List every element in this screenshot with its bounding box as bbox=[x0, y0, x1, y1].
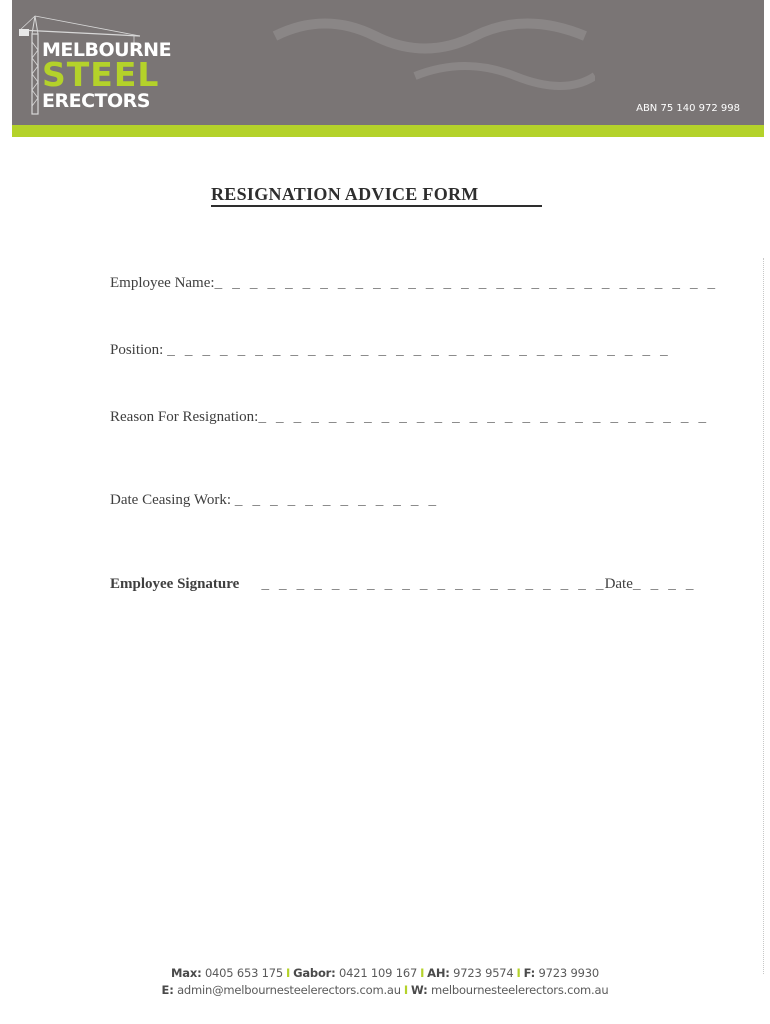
letterhead-accent-stripe bbox=[12, 125, 764, 137]
footer-fax-label: F: bbox=[523, 966, 536, 980]
signature-date-line[interactable]: _ _ _ _ bbox=[632, 577, 695, 592]
footer-fax-number: 9723 9930 bbox=[538, 966, 599, 980]
page-title: RESIGNATION ADVICE FORM bbox=[211, 184, 479, 204]
reason-field bbox=[110, 409, 707, 426]
footer-web-link[interactable]: melbournesteelerectors.com.au bbox=[430, 983, 609, 997]
reason-line[interactable]: _ _ _ _ _ _ _ _ _ _ _ _ _ _ _ _ _ _ _ _ _ _ _ _ _ _ bbox=[258, 410, 708, 425]
employee-name-field bbox=[110, 275, 716, 292]
logo-text-erectors: ERECTORS bbox=[42, 90, 150, 112]
reason-label: Reason For Resignation: bbox=[110, 409, 259, 425]
footer-ah-label: AH: bbox=[427, 966, 450, 980]
footer-gabor-label: Gabor: bbox=[293, 966, 336, 980]
signature-date-label: Date bbox=[604, 576, 633, 592]
title-underline bbox=[211, 205, 542, 207]
footer-email-label: E: bbox=[161, 983, 174, 997]
company-logo bbox=[16, 12, 172, 116]
date-ceasing-label: Date Ceasing Work: bbox=[110, 492, 235, 508]
footer-separator: I bbox=[516, 966, 521, 980]
footer-separator: I bbox=[403, 983, 408, 997]
position-field bbox=[110, 342, 669, 359]
footer-web-line bbox=[0, 983, 770, 997]
footer-web-label: W: bbox=[410, 983, 428, 997]
footer-phone-line bbox=[0, 966, 770, 980]
employee-name-line[interactable]: _ _ _ _ _ _ _ _ _ _ _ _ _ _ _ _ _ _ _ _ _ _ _ _ _ _ _ _ _ bbox=[214, 276, 717, 291]
footer-email-link[interactable]: admin@melbournesteelerectors.com.au bbox=[177, 983, 401, 997]
footer-separator: I bbox=[420, 966, 425, 980]
signature-label: Employee Signature bbox=[110, 576, 240, 592]
date-ceasing-field bbox=[110, 492, 437, 509]
logo-text-steel: STEEL bbox=[42, 55, 160, 94]
abn-number: ABN 75 140 972 998 bbox=[636, 103, 740, 114]
footer-separator: I bbox=[286, 966, 291, 980]
footer-max-number[interactable]: 0405 653 175 bbox=[204, 966, 284, 980]
footer-max-label: Max: bbox=[171, 966, 202, 980]
signature-line[interactable]: _ _ _ _ _ _ _ _ _ _ _ _ _ _ _ _ _ _ _ _ bbox=[261, 577, 605, 592]
scan-edge bbox=[763, 258, 765, 974]
signature-field bbox=[110, 576, 695, 593]
logo-text-melbourne: MELBOURNE bbox=[42, 39, 172, 61]
position-line[interactable]: _ _ _ _ _ _ _ _ _ _ _ _ _ _ _ _ _ _ _ _ _ _ _ _ _ _ _ _ _ bbox=[167, 343, 669, 358]
banner-watermark bbox=[265, 6, 595, 116]
employee-name-label: Employee Name: bbox=[110, 275, 215, 291]
footer-ah-number[interactable]: 9723 9574 bbox=[453, 966, 514, 980]
position-label: Position: bbox=[110, 342, 168, 358]
footer-gabor-number[interactable]: 0421 109 167 bbox=[338, 966, 418, 980]
date-ceasing-line[interactable]: _ _ _ _ _ _ _ _ _ _ _ _ bbox=[234, 493, 438, 508]
